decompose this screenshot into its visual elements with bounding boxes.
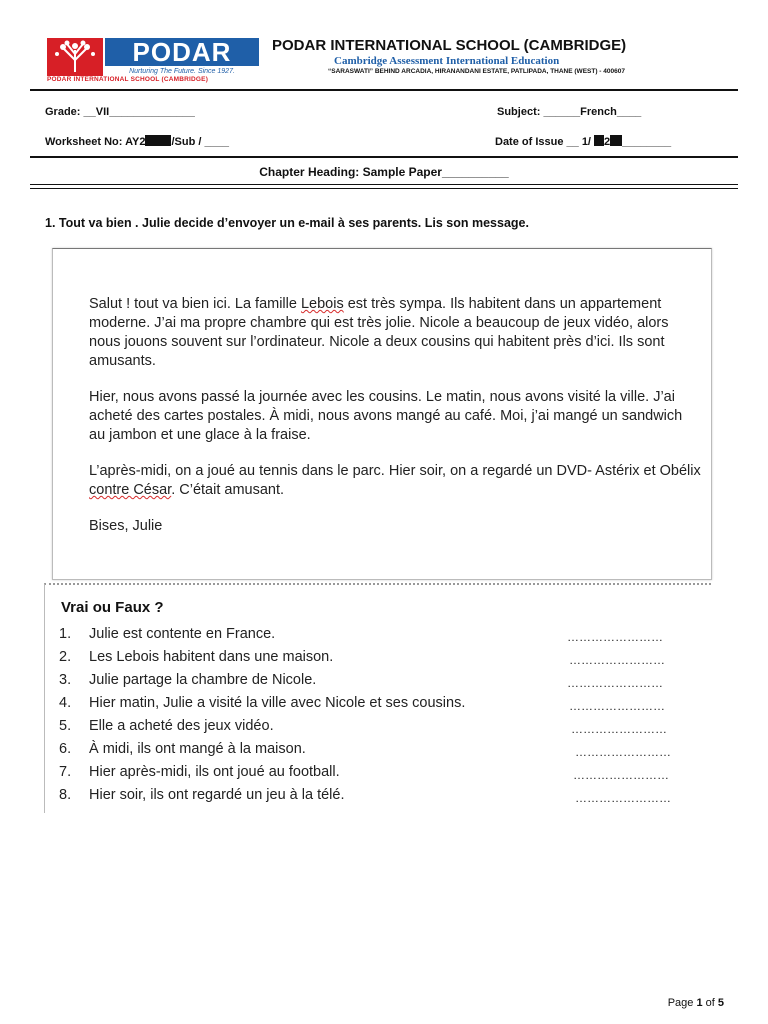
worksheet-field bbox=[45, 135, 229, 148]
school-name: PODAR INTERNATIONAL SCHOOL (CAMBRIDGE) bbox=[272, 37, 627, 54]
logo-tagline: Nurturing The Future. Since 1927. bbox=[105, 67, 259, 76]
school-logo bbox=[47, 38, 259, 83]
chapter-heading: Chapter Heading: Sample Paper__________ bbox=[259, 165, 509, 179]
answer-blank: …………………… bbox=[567, 676, 663, 690]
school-address: “SARASWATI” BEHIND ARCADIA, HIRANANDANI ESTATE, PATLIPADA, THANE (WEST) - 400607 bbox=[328, 68, 625, 75]
list-item: 2. Les Lebois habitent dans une maison. bbox=[59, 649, 334, 665]
vrai-faux-section bbox=[44, 583, 711, 813]
header-divider bbox=[30, 89, 738, 91]
subject-field: Subject: ______French____ bbox=[497, 106, 642, 118]
list-item: 5. Elle a acheté des jeux vidéo. bbox=[59, 718, 274, 734]
date-of-issue-field bbox=[495, 135, 671, 148]
spellcheck-word: contre César bbox=[89, 482, 172, 498]
answer-blank: …………………… bbox=[573, 768, 669, 782]
tree-emblem-icon bbox=[47, 38, 103, 76]
email-paragraph-3: L’après-midi, on a joué au tennis dans le parc. Hier soir, on a regardé un DVD- Astérix et Obélix contre César. C’était amusant. bbox=[89, 463, 701, 498]
date-prefix: Date of Issue __ 1/ bbox=[495, 136, 595, 148]
list-item: 3. Julie partage la chambre de Nicole. bbox=[59, 672, 317, 688]
email-body bbox=[89, 295, 701, 553]
question-1: 1. Tout va bien . Julie decide d’envoyer un e-mail à ses parents. Lis son message. bbox=[45, 216, 529, 230]
logo-wordmark: PODAR bbox=[105, 38, 259, 66]
email-paragraph-2: Hier, nous avons passé la journée avec les cousins. Le matin, nous avons visité la ville. J’ai acheté des cartes postales. À midi, nous avons mangé au café. Moi, j’ai mangé un sandwich au jambon et une glace à la fraise. bbox=[89, 389, 683, 443]
fields-divider bbox=[30, 156, 738, 158]
answer-blank: …………………… bbox=[571, 722, 667, 736]
answer-blank: …………………… bbox=[569, 653, 665, 667]
email-paragraph-1: Salut ! tout va bien ici. La famille Lebois est très sympa. Ils habitent dans un appartement moderne. J’ai ma propre chambre qui est très jolie. Nicole a beaucoup de jeux vidéo, alors nous jouons souvent sur l’ordinateur. Nicole a deux cousins qui habitent près d’ici. Ils sont amusants. bbox=[89, 296, 669, 369]
redaction-block bbox=[145, 135, 171, 146]
chapter-divider-top bbox=[30, 184, 738, 185]
chapter-divider-bottom bbox=[30, 188, 738, 189]
logo-subtitle: PODAR INTERNATIONAL SCHOOL (CAMBRIDGE) bbox=[47, 76, 259, 84]
date-suffix: ________ bbox=[622, 136, 672, 148]
answer-blank: …………………… bbox=[575, 791, 671, 805]
grade-field: Grade: __VII______________ bbox=[45, 106, 195, 118]
date-mid: 2 bbox=[604, 136, 611, 148]
worksheet-suffix: /Sub / ____ bbox=[171, 136, 229, 148]
answer-blank: …………………… bbox=[567, 630, 663, 644]
answer-blank: …………………… bbox=[569, 699, 665, 713]
redaction-block bbox=[610, 135, 622, 146]
email-message-box bbox=[52, 248, 712, 580]
page-number: Page 1 of 5 bbox=[667, 997, 724, 1009]
worksheet-prefix: Worksheet No: AY2 bbox=[45, 136, 146, 148]
vrai-faux-title: Vrai ou Faux ? bbox=[61, 599, 164, 616]
board-name: Cambridge Assessment International Education bbox=[334, 55, 560, 67]
list-item: 7. Hier après-midi, ils ont joué au football. bbox=[59, 764, 340, 780]
spellcheck-word: Lebois bbox=[300, 296, 344, 312]
email-signoff: Bises, Julie bbox=[89, 518, 163, 534]
answer-blank: …………………… bbox=[575, 745, 671, 759]
list-item: 1. Julie est contente en France. bbox=[59, 626, 276, 642]
list-item: 8. Hier soir, ils ont regardé un jeu à la télé. bbox=[59, 787, 345, 803]
list-item: 6. À midi, ils ont mangé à la maison. bbox=[59, 741, 306, 757]
list-item: 4. Hier matin, Julie a visité la ville avec Nicole et ses cousins. bbox=[59, 695, 466, 711]
redaction-block bbox=[594, 135, 604, 146]
